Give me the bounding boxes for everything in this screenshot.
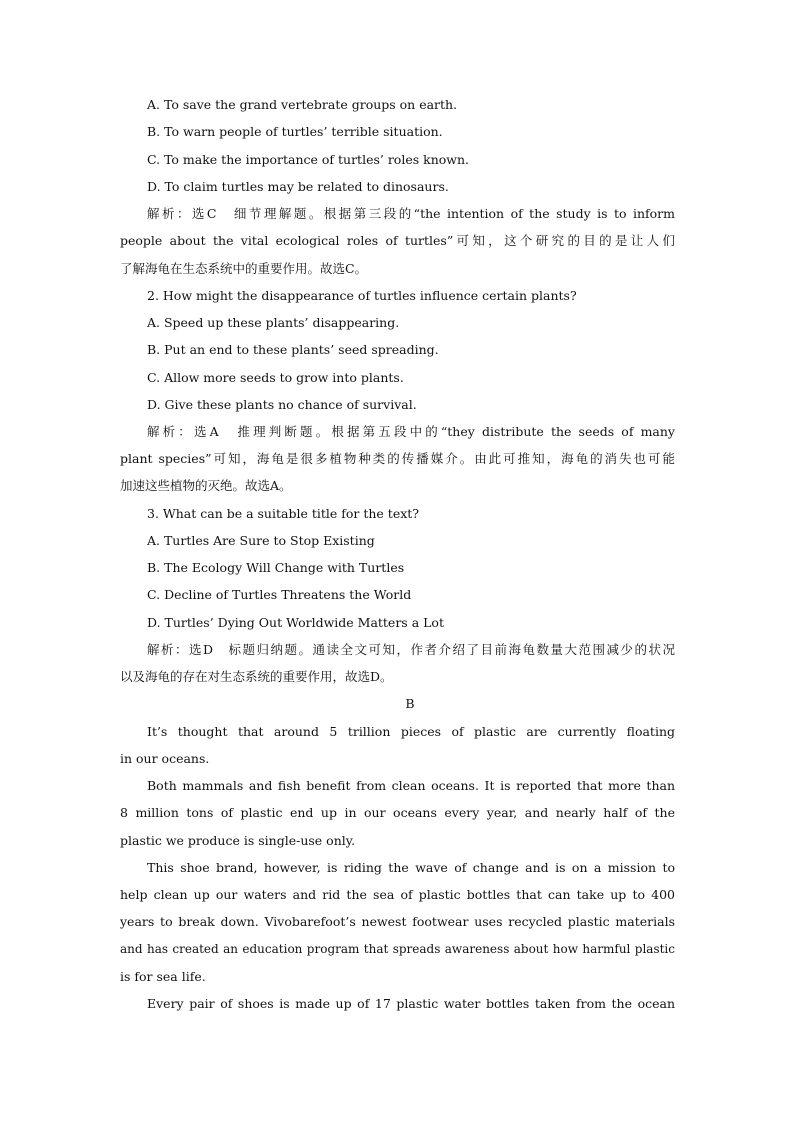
passage-line: plastic we produce is single-use only. xyxy=(120,833,356,848)
passage-line: help clean up our waters and rid the sea of plastic bottles that can take up to 400 xyxy=(120,887,675,902)
question2-stem: 2. How might the disappearance of turtles influence certain plants? xyxy=(147,288,577,303)
answer1-line-2: people about the vital ecological roles of turtles”可知，这个研究的目的是让人们 xyxy=(120,233,675,248)
question3-stem: 3. What can be a suitable title for the text? xyxy=(147,506,419,521)
q2-option-b: B. Put an end to these plants’ seed spreading. xyxy=(147,342,439,357)
q1-option-d: D. To claim turtles may be related to dinosaurs. xyxy=(147,179,449,194)
q3-option-a: A. Turtles Are Sure to Stop Existing xyxy=(147,533,375,548)
passage-line: and has created an education program that spreads awareness about how harmful plastic xyxy=(120,942,675,956)
answer3-line-2: 以及海龟的存在对生态系统的重要作用，故选D。 xyxy=(120,669,393,684)
q1-option-c: C. To make the importance of turtles’ roles known. xyxy=(147,152,469,167)
section-heading: B xyxy=(405,696,415,711)
answer2-line-1: 解析：选A 推理判断题。根据第五段中的“they distribute the seeds of many xyxy=(147,424,675,439)
answer1-line-3: 了解海龟在生态系统中的重要作用。故选C。 xyxy=(120,261,368,276)
passage-line: Every pair of shoes is made up of 17 plastic water bottles taken from the ocean xyxy=(147,996,675,1011)
passage-line: This shoe brand, however, is riding the wave of change and is on a mission to xyxy=(147,860,675,875)
q1-option-b: B. To warn people of turtles’ terrible situation. xyxy=(147,124,443,139)
passage-line: 8 million tons of plastic end up in our oceans every year, and nearly half of the xyxy=(120,805,675,820)
passage-line: is for sea life. xyxy=(120,969,206,984)
q1-option-a: A. To save the grand vertebrate groups on earth. xyxy=(147,97,458,112)
answer2-line-3: 加速这些植物的灭绝。故选A。 xyxy=(120,478,292,493)
passage-line: It’s thought that around 5 trillion pieces of plastic are currently floating xyxy=(147,724,675,739)
q2-option-d: D. Give these plants no chance of survival. xyxy=(147,397,417,412)
answer2-line-2: plant species”可知，海龟是很多植物种类的传播媒介。由此可推知，海龟的消失也可能 xyxy=(120,451,675,466)
q2-option-a: A. Speed up these plants’ disappearing. xyxy=(147,315,400,330)
q3-option-d: D. Turtles’ Dying Out Worldwide Matters a Lot xyxy=(147,615,444,630)
q2-option-c: C. Allow more seeds to grow into plants. xyxy=(147,370,404,385)
q3-option-c: C. Decline of Turtles Threatens the World xyxy=(147,587,412,602)
passage-line: in our oceans. xyxy=(120,751,210,766)
answer1-line-1: 解析：选C 细节理解题。根据第三段的“the intention of the study is to inform xyxy=(147,206,675,221)
answer3-line-1: 解析：选D 标题归纳题。通读全文可知，作者介绍了目前海龟数量大范围减少的状况 xyxy=(147,642,675,657)
q3-option-b: B. The Ecology Will Change with Turtles xyxy=(147,560,405,575)
passage-line: Both mammals and fish benefit from clean oceans. It is reported that more than xyxy=(147,778,675,793)
passage-line: years to break down. Vivobarefoot’s newest footwear uses recycled plastic materials xyxy=(120,914,675,929)
